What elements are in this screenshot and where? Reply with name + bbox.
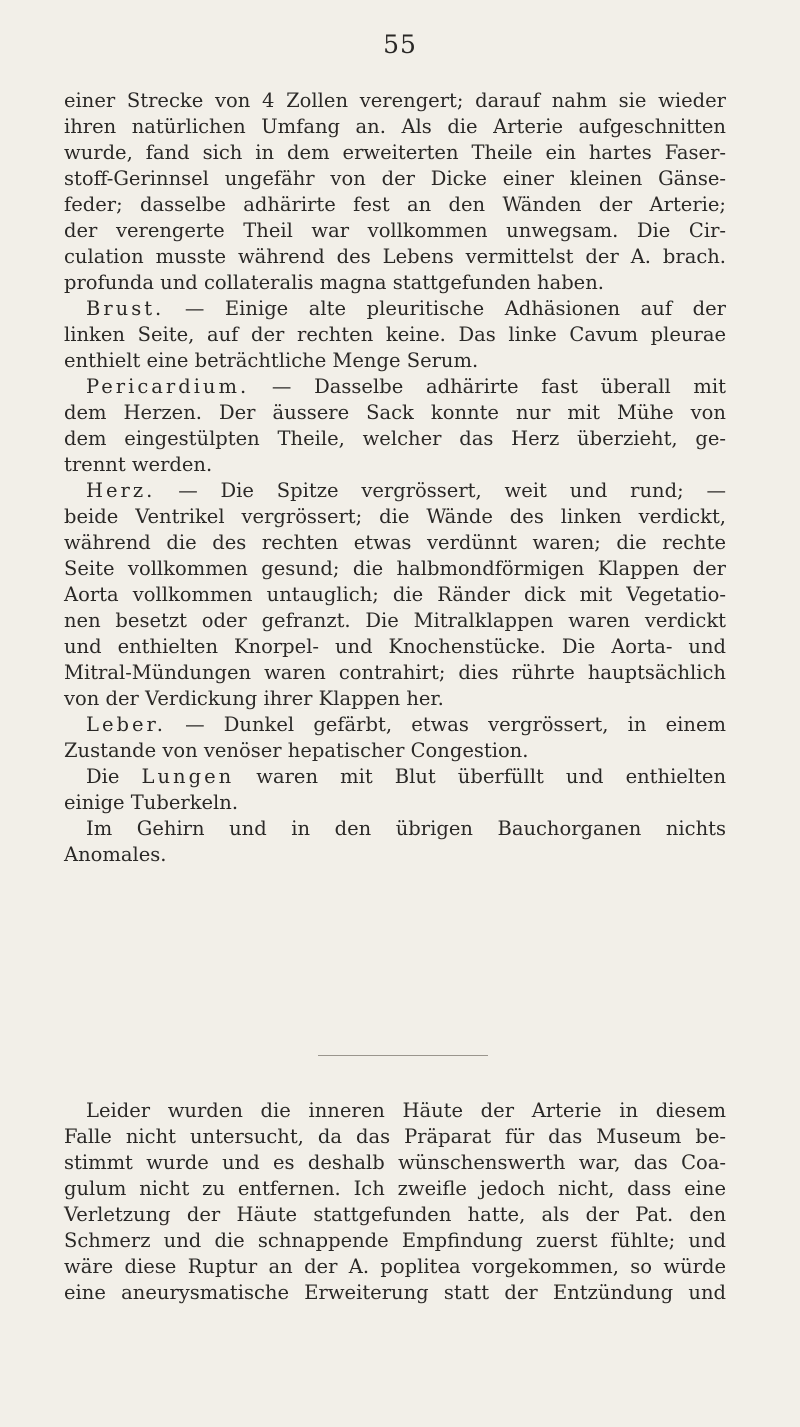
text-run: waren mit Blut überfüllt und enthielten bbox=[234, 765, 727, 788]
text-run: — Dunkel gefärbt, etwas vergrössert, in einem bbox=[165, 713, 726, 736]
text-line: feder; dasselbe adhärirte fest an den Wänden der Arterie; bbox=[64, 193, 726, 216]
text-line: dem eingestülpten Theile, welcher das Herz überzieht, ge- bbox=[64, 427, 726, 450]
text-line: nen besetzt oder gefranzt. Die Mitralklappen waren verdickt bbox=[64, 609, 726, 632]
text-line: culation musste während des Lebens vermittelst der A. brach. bbox=[64, 245, 726, 268]
text-line bbox=[64, 374, 726, 400]
text-line: ihren natürlichen Umfang an. Als die Arterie aufgeschnitten bbox=[64, 115, 726, 138]
text-line: Im Gehirn und in den übrigen Bauchorganen nichts bbox=[86, 817, 726, 840]
text-line: Schmerz und die schnappende Empfindung zuerst fühlte; und bbox=[64, 1229, 726, 1252]
section-heading-lungen: Lungen bbox=[141, 765, 235, 788]
text-run: Die bbox=[86, 765, 142, 788]
text-line: profunda und collateralis magna stattgefunden haben. bbox=[64, 271, 604, 294]
text-line: Verletzung der Häute stattgefunden hatte, als der Pat. den bbox=[64, 1203, 726, 1226]
text-line: einige Tuberkeln. bbox=[64, 791, 239, 814]
text-line: Mitral-Mündungen waren contrahirt; dies rührte hauptsächlich bbox=[64, 661, 726, 684]
section-heading-pericardium: Pericardium. bbox=[86, 375, 250, 398]
text-line: Falle nicht untersucht, da das Präparat für das Museum be- bbox=[64, 1125, 726, 1148]
text-line: einer Strecke von 4 Zollen verengert; darauf nahm sie wieder bbox=[64, 89, 726, 112]
section-divider bbox=[318, 1055, 488, 1056]
text-line: der verengerte Theil war vollkommen unwegsam. Die Cir- bbox=[64, 219, 726, 242]
text-line: linken Seite, auf der rechten keine. Das linke Cavum pleurae bbox=[64, 323, 726, 346]
text-line: von der Verdickung ihrer Klappen her. bbox=[64, 687, 444, 710]
text-line: Leider wurden die inneren Häute der Arterie in diesem bbox=[86, 1099, 726, 1122]
text-line: und enthielten Knorpel- und Knochenstücke. Die Aorta- und bbox=[64, 635, 726, 658]
text-line: stoff-Gerinnsel ungefähr von der Dicke einer kleinen Gänse- bbox=[64, 167, 726, 190]
text-line: enthielt eine beträchtliche Menge Serum. bbox=[64, 349, 479, 372]
text-line bbox=[64, 478, 726, 504]
main-text bbox=[64, 88, 726, 868]
text-line: wäre diese Ruptur an der A. poplitea vorgekommen, so würde bbox=[64, 1255, 726, 1278]
text-line bbox=[64, 764, 726, 790]
text-line: trennt werden. bbox=[64, 453, 213, 476]
section-heading-leber: Leber. bbox=[86, 713, 166, 736]
text-run: — Dasselbe adhärirte fast überall mit bbox=[249, 375, 726, 398]
text-line: wurde, fand sich in dem erweiterten Theile ein hartes Faser- bbox=[64, 141, 726, 164]
text-line: Zustande von venöser hepatischer Congestion. bbox=[64, 739, 529, 762]
text-line: eine aneurysmatische Erweiterung statt der Entzündung und bbox=[64, 1281, 726, 1304]
text-line: gulum nicht zu entfernen. Ich zweifle jedoch nicht, dass eine bbox=[64, 1177, 726, 1200]
text-line: Anomales. bbox=[64, 843, 167, 866]
text-line bbox=[64, 296, 726, 322]
footnote-text bbox=[64, 1098, 726, 1306]
text-line: stimmt wurde und es deshalb wünschenswerth war, das Coa- bbox=[64, 1151, 726, 1174]
text-line: Aorta vollkommen untauglich; die Ränder dick mit Vegetatio- bbox=[64, 583, 726, 606]
text-run: — Die Spitze vergrössert, weit und rund; — bbox=[155, 479, 726, 502]
page-number: 55 bbox=[383, 30, 417, 59]
text-run: — Einige alte pleuritische Adhäsionen auf der bbox=[164, 297, 726, 320]
section-heading-brust: Brust. bbox=[86, 297, 165, 320]
text-line: während die des rechten etwas verdünnt waren; die rechte bbox=[64, 531, 726, 554]
text-line: Seite vollkommen gesund; die halbmondförmigen Klappen der bbox=[64, 557, 726, 580]
text-line: dem Herzen. Der äussere Sack konnte nur mit Mühe von bbox=[64, 401, 726, 424]
section-heading-herz: Herz. bbox=[86, 479, 156, 502]
text-line bbox=[64, 712, 726, 738]
text-line: beide Ventrikel vergrössert; die Wände des linken verdickt, bbox=[64, 505, 726, 528]
